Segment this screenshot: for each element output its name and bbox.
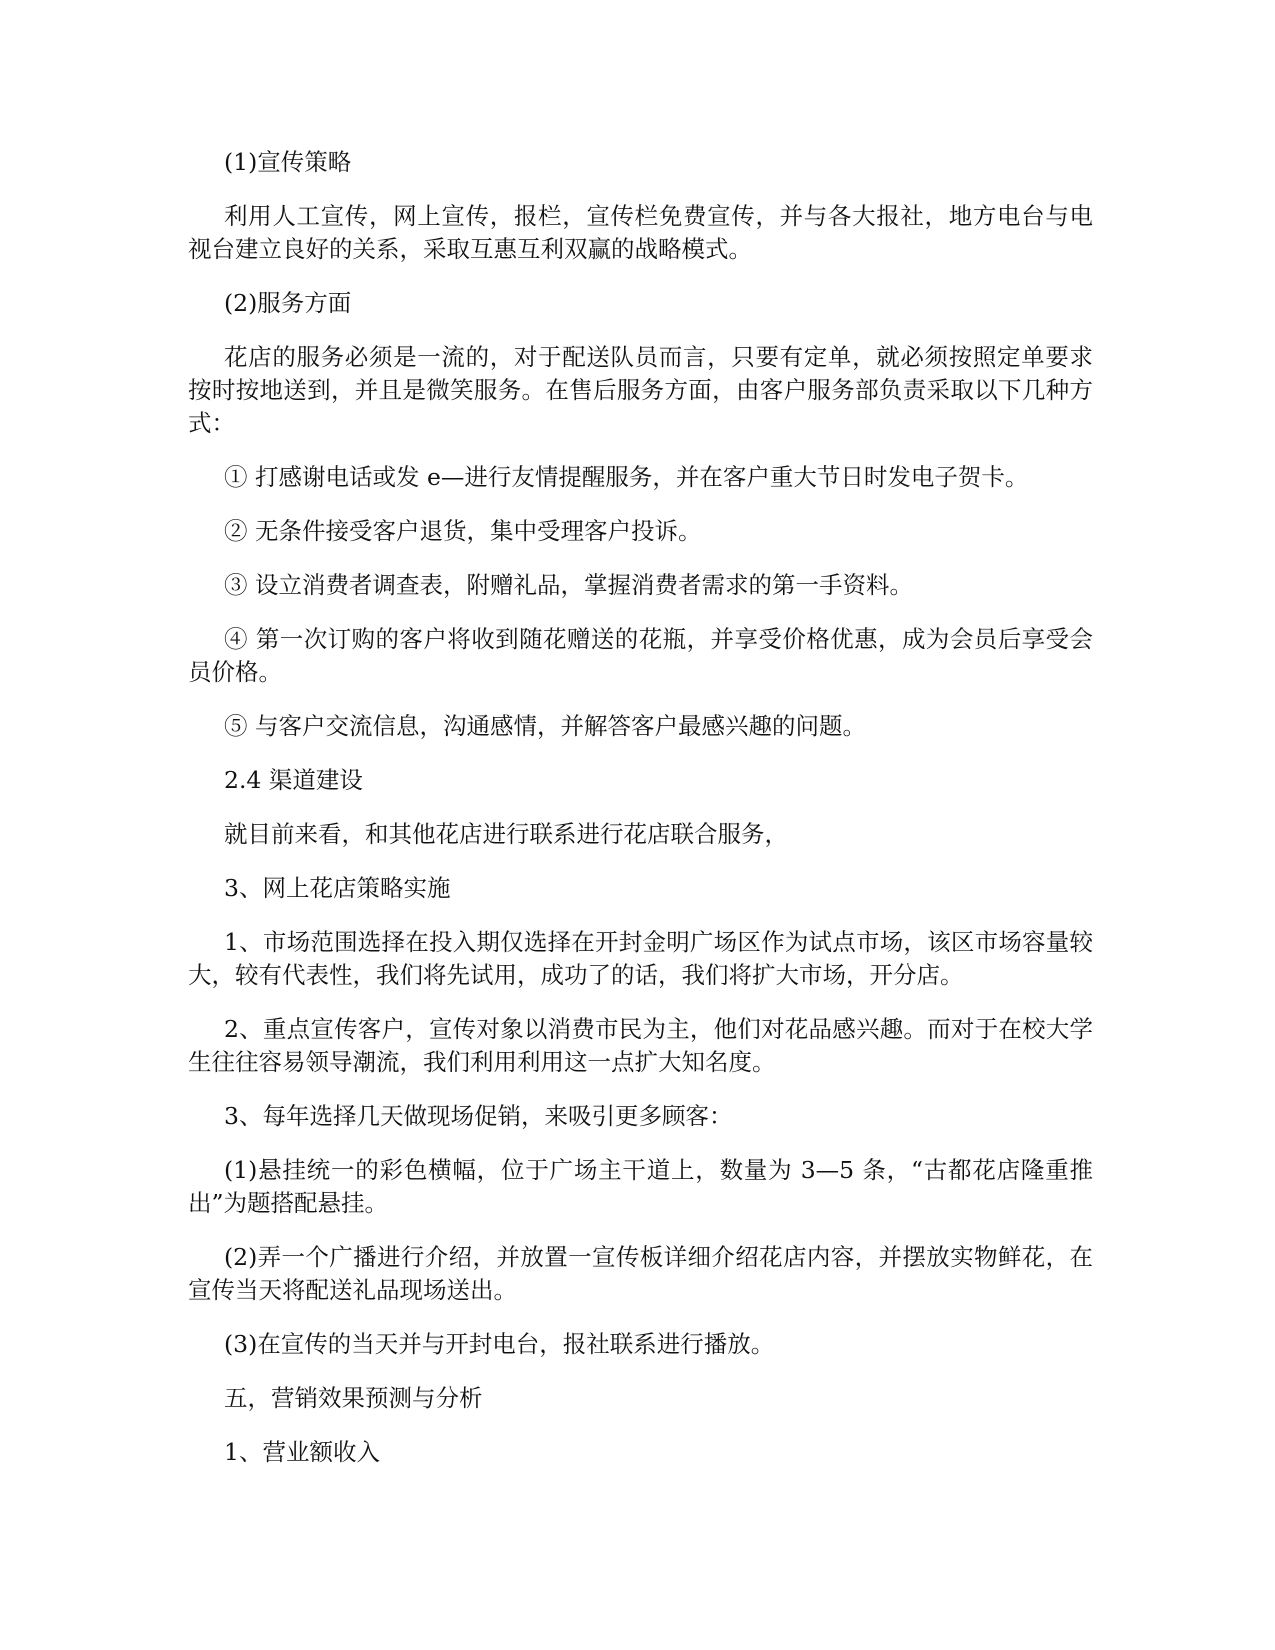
heading-publicity-strategy: (1)宣传策略 xyxy=(224,148,352,176)
paragraph-publicity: 利用人工宣传，网上宣传，报栏，宣传栏免费宣传，并与各大报社，地方电台与电视台建立良好的关系，采取互惠互利双赢的战略模式。 xyxy=(188,202,1093,263)
list-item-2: ② 无条件接受客户退货，集中受理客户投诉。 xyxy=(224,517,702,545)
heading-channel: 2.4 渠道建设 xyxy=(224,766,363,794)
paragraph-promotion: 3、每年选择几天做现场促销，来吸引更多顾客： xyxy=(224,1102,733,1130)
list-item-3: ③ 设立消费者调查表，附赠礼品，掌握消费者需求的第一手资料。 xyxy=(224,571,913,599)
promotion-item-3: (3)在宣传的当天并与开封电台，报社联系进行播放。 xyxy=(224,1330,775,1358)
list-item-4: ④ 第一次订购的客户将收到随花赠送的花瓶，并享受价格优惠，成为会员后享受会员价格。 xyxy=(188,625,1093,686)
heading-service: (2)服务方面 xyxy=(224,289,352,317)
heading-forecast: 五，营销效果预测与分析 xyxy=(224,1384,483,1412)
list-item-1: ① 打感谢电话或发 e—进行友情提醒服务，并在客户重大节日时发电子贺卡。 xyxy=(224,463,1029,491)
paragraph-market-scope: 1、市场范围选择在投入期仅选择在开封金明广场区作为试点市场，该区市场容量较大，较有代表性，我们将先试用，成功了的话，我们将扩大市场，开分店。 xyxy=(188,928,1093,989)
paragraph-channel: 就目前来看，和其他花店进行联系进行花店联合服务， xyxy=(224,820,788,848)
paragraph-service: 花店的服务必须是一流的，对于配送队员而言，只要有定单，就必须按照定单要求按时按地送到，并且是微笑服务。在售后服务方面，由客户服务部负责采取以下几种方式： xyxy=(188,343,1093,437)
document-body xyxy=(188,146,1093,1490)
promotion-item-1: (1)悬挂统一的彩色横幅，位于广场主干道上，数量为 3—5 条，“古都花店隆重推出”为题搭配悬挂。 xyxy=(188,1156,1093,1217)
list-item-5: ⑤ 与客户交流信息，沟通感情，并解答客户最感兴趣的问题。 xyxy=(224,712,866,740)
promotion-item-2: (2)弄一个广播进行介绍，并放置一宣传板详细介绍花店内容，并摆放实物鲜花，在宣传当天将配送礼品现场送出。 xyxy=(188,1243,1093,1304)
heading-strategy-implementation: 3、网上花店策略实施 xyxy=(224,874,451,902)
heading-revenue: 1、营业额收入 xyxy=(224,1438,380,1466)
paragraph-key-customers: 2、重点宣传客户，宣传对象以消费市民为主，他们对花品感兴趣。而对于在校大学生往往容易领导潮流，我们利用利用这一点扩大知名度。 xyxy=(188,1015,1093,1076)
